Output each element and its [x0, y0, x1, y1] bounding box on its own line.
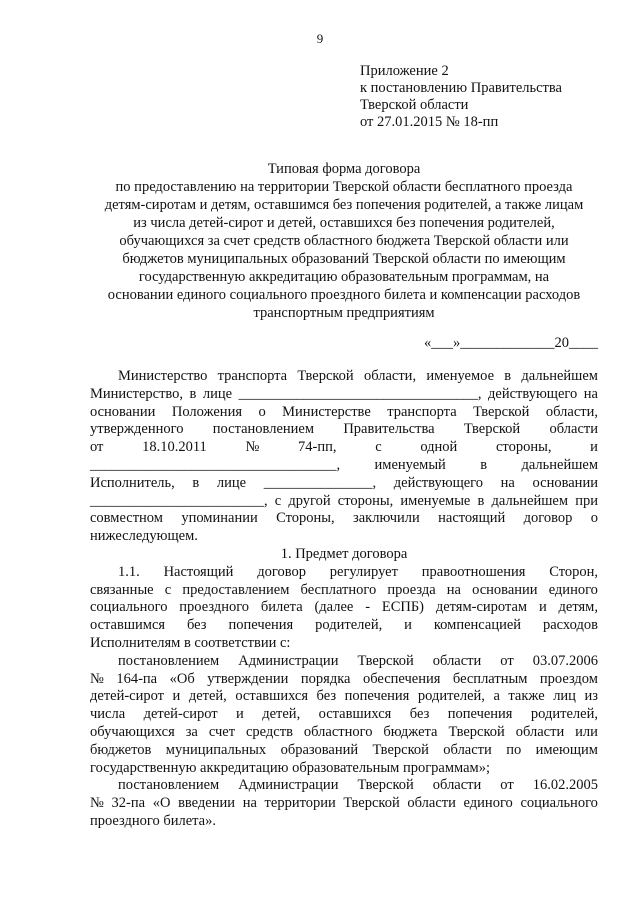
word: _________________________________, — [238, 385, 482, 402]
text-line — [90, 404, 598, 422]
text-line — [90, 760, 598, 778]
word: с — [274, 492, 282, 509]
word: ЕСПБ) — [381, 599, 425, 616]
word: - — [365, 599, 371, 616]
word: детей, — [188, 688, 227, 705]
word: основании — [90, 403, 156, 420]
word: попечения — [228, 617, 294, 634]
text-line — [90, 439, 598, 457]
word: числа — [90, 706, 126, 723]
word: детей-сирот — [90, 688, 165, 705]
word: «Об — [169, 670, 195, 687]
word: утвержденного — [90, 421, 184, 438]
word: именуемое — [426, 368, 495, 384]
word: Правительства — [343, 421, 435, 438]
section-heading: 1. Предмет договора — [280, 545, 408, 562]
title-line: транспортным предприятиям — [253, 305, 435, 321]
word: социального — [520, 795, 598, 812]
word: области — [443, 741, 492, 758]
paragraph-decree-164 — [90, 653, 598, 778]
word: ________________________, — [90, 492, 268, 509]
word: постановлением — [118, 777, 220, 794]
word: образований — [280, 741, 359, 758]
word: стороны, — [496, 439, 552, 456]
word: основании — [532, 474, 598, 491]
word: области — [549, 421, 598, 438]
word: проездного билета». — [90, 812, 216, 829]
word: на — [500, 474, 515, 491]
word: основании — [472, 581, 538, 598]
word: Тверской — [297, 368, 354, 384]
word: одной — [420, 439, 458, 456]
word: билета — [260, 599, 303, 616]
text-line — [90, 493, 598, 511]
word: упоминании — [181, 510, 258, 527]
word: именуемый — [374, 456, 446, 473]
word: при — [575, 492, 598, 509]
text-line — [90, 671, 598, 689]
word: лице — [202, 385, 233, 402]
paragraph-parties — [90, 368, 598, 546]
word: дальнейшем — [521, 368, 598, 384]
word: именуемые — [400, 492, 471, 509]
word: средств — [246, 723, 293, 740]
word: на — [583, 385, 598, 402]
word: и — [404, 617, 412, 634]
word: детям-сиротам — [435, 599, 528, 616]
word: в — [477, 492, 485, 509]
word: дальнейшем — [521, 456, 598, 473]
word: порядка — [300, 670, 351, 687]
word: области, — [545, 403, 598, 420]
word: детям, — [558, 599, 598, 616]
page-number: 9 — [316, 31, 324, 46]
word: детей, — [262, 706, 301, 723]
word: обучающихся — [90, 723, 175, 740]
word: Сторон, — [549, 563, 598, 580]
word: областного — [303, 723, 373, 740]
text-line — [90, 724, 598, 742]
word: нижеследующем. — [90, 528, 198, 545]
word: родителей, — [315, 617, 383, 634]
text-line — [90, 475, 598, 493]
word: области — [515, 723, 565, 740]
appendix-line: Приложение 2 — [360, 63, 449, 79]
text-line — [90, 368, 598, 386]
word: области — [432, 777, 482, 794]
word: Министерство — [118, 368, 208, 384]
word: без — [187, 617, 207, 634]
word: Министерстве — [282, 403, 371, 420]
word: на — [242, 795, 257, 812]
word: Тверской — [448, 723, 505, 740]
paragraph-1-1 — [90, 564, 598, 653]
word: без — [316, 688, 337, 705]
word: лиц — [553, 688, 576, 705]
word: постановлением — [212, 421, 315, 438]
word: в — [189, 385, 197, 402]
word: дальнейшем — [491, 492, 569, 509]
word: а — [493, 688, 500, 705]
word: Администрации — [238, 652, 339, 669]
word: проезда — [387, 581, 436, 598]
word: единого — [463, 795, 513, 812]
word: оставшихся — [318, 706, 392, 723]
word: Министерство, — [90, 385, 184, 402]
text-line — [90, 599, 598, 617]
word: территории — [264, 795, 336, 812]
word: «О — [152, 795, 171, 812]
word: лице — [216, 474, 247, 491]
date-line: «___»_____________20____ — [424, 335, 598, 351]
text-line — [90, 582, 598, 600]
word: компенсацией — [433, 617, 522, 634]
title-line: обучающихся за счет средств областного бюджета Тверской области или — [119, 233, 569, 249]
word: детей-сирот — [143, 706, 218, 723]
word: о — [258, 403, 266, 420]
word: по — [506, 741, 522, 758]
word: Тверской — [463, 421, 521, 438]
document-body — [90, 368, 598, 831]
word: введении — [178, 795, 236, 812]
word: области — [432, 652, 482, 669]
word: предоставлением — [182, 581, 290, 598]
paragraph-decree-32 — [90, 777, 598, 830]
word: бесплатным — [452, 670, 528, 687]
word: договор — [523, 510, 573, 527]
word: № — [245, 439, 260, 456]
word: в — [192, 474, 200, 491]
word: от — [500, 652, 514, 669]
word: Тверской — [473, 403, 530, 420]
text-line — [90, 777, 598, 795]
word: 32-па — [111, 795, 146, 812]
word: бюджета — [383, 723, 438, 740]
word: счет — [208, 723, 236, 740]
word: Администрации — [238, 777, 339, 794]
word: также — [508, 688, 545, 705]
word: или — [575, 723, 598, 740]
word: (далее — [314, 599, 354, 616]
word: и — [172, 688, 181, 705]
title-line: по предоставлению на территории Тверской области бесплатного проезда — [115, 179, 573, 195]
text-line — [90, 510, 598, 528]
word: без — [409, 706, 430, 723]
word: Тверской — [357, 777, 414, 794]
word: оставшимся — [90, 617, 166, 634]
word: области — [407, 795, 456, 812]
word: единого — [548, 581, 598, 598]
word: связанные — [90, 581, 154, 598]
word: имеющим — [535, 741, 598, 758]
word: __________________________________, — [90, 456, 341, 473]
word: действующего — [488, 385, 578, 402]
word: № — [90, 795, 104, 812]
word: 16.02.2005 — [532, 777, 598, 794]
word: области, — [363, 368, 417, 384]
word: Исполнителям в соответствии с: — [90, 634, 291, 651]
word: родителей, — [417, 688, 485, 705]
text-line — [90, 635, 598, 653]
word: Тверской — [343, 795, 400, 812]
word: Положения — [171, 403, 242, 420]
word: и — [590, 439, 598, 456]
word: № — [90, 670, 104, 687]
appendix-line: от 27.01.2015 № 18-пп — [360, 114, 499, 130]
word: обеспечения — [362, 670, 441, 687]
word: совместном — [90, 510, 163, 527]
text-line — [90, 653, 598, 671]
word: договор — [257, 563, 306, 580]
title-line: бюджетов муниципальных образований Тверской области по имеющим — [122, 251, 566, 267]
word: 74-пп, — [298, 439, 337, 456]
word: регулирует — [329, 563, 398, 580]
word: действующего — [393, 474, 484, 491]
text-line — [90, 564, 598, 582]
word: от — [500, 777, 514, 794]
word: в — [480, 456, 488, 473]
word: с — [375, 439, 382, 456]
word: попечения — [344, 688, 410, 705]
word: проездом — [539, 670, 598, 687]
word: бесплатного — [300, 581, 377, 598]
word: расходов — [543, 617, 598, 634]
word: проездного — [179, 599, 250, 616]
word: с — [164, 581, 172, 598]
word: Стороны, — [276, 510, 335, 527]
word: государственную аккредитацию образовательным программам»; — [90, 759, 491, 776]
text-line — [90, 742, 598, 760]
word: бюджетов — [90, 741, 152, 758]
word: от — [90, 439, 104, 456]
title-line: государственную аккредитацию образовательным программам, на — [138, 269, 550, 285]
word: правоотношения — [421, 563, 526, 580]
title-line: основании единого социального проездного билета и компенсации расходов — [107, 287, 581, 303]
text-line — [90, 706, 598, 724]
title-line: из числа детей-сирот и детей, оставшихся без попечения родителей, — [133, 215, 555, 231]
document-title — [85, 160, 603, 322]
text-line — [90, 795, 598, 813]
word: на — [446, 581, 461, 598]
title-line: детям-сиротам и детям, оставшимся без попечения родителей, а также лицам — [104, 197, 584, 213]
word: транспорта — [387, 403, 457, 420]
word: Исполнитель, — [90, 474, 175, 491]
word: оставшихся — [235, 688, 309, 705]
word: настоящий — [438, 510, 506, 527]
word: другой — [288, 492, 331, 509]
word: Тверской — [372, 741, 429, 758]
text-line — [90, 457, 598, 475]
word: 1.1. — [118, 563, 140, 580]
text-line — [90, 528, 598, 546]
text-line — [90, 813, 598, 831]
word: за — [185, 723, 198, 740]
text-line — [90, 617, 598, 635]
word: транспорта — [217, 368, 288, 384]
word: родителей, — [530, 706, 598, 723]
word: Тверской — [357, 652, 414, 669]
appendix-line: к постановлению Правительства — [360, 80, 562, 96]
text-line — [90, 688, 598, 706]
word: социального — [90, 599, 168, 616]
title-line: Типовая форма договора — [267, 161, 421, 177]
word: 03.07.2006 — [532, 652, 598, 669]
word: из — [584, 688, 598, 705]
word: и — [236, 706, 244, 723]
text-line — [90, 386, 598, 404]
word: в — [504, 368, 512, 384]
word: и — [538, 599, 547, 616]
word: о — [590, 510, 598, 527]
word: заключили — [353, 510, 420, 527]
appendix-block — [360, 63, 562, 131]
word: постановлением — [118, 652, 220, 669]
word: утверждении — [207, 670, 289, 687]
word: попечения — [447, 706, 513, 723]
appendix-line: Тверской области — [360, 97, 469, 113]
word: 18.10.2011 — [142, 439, 207, 456]
word: _______________, — [263, 474, 377, 491]
word: Настоящий — [163, 563, 234, 580]
word: 164-па — [116, 670, 158, 687]
word: муниципальных — [165, 741, 267, 758]
text-line — [90, 421, 598, 439]
word: стороны, — [337, 492, 394, 509]
